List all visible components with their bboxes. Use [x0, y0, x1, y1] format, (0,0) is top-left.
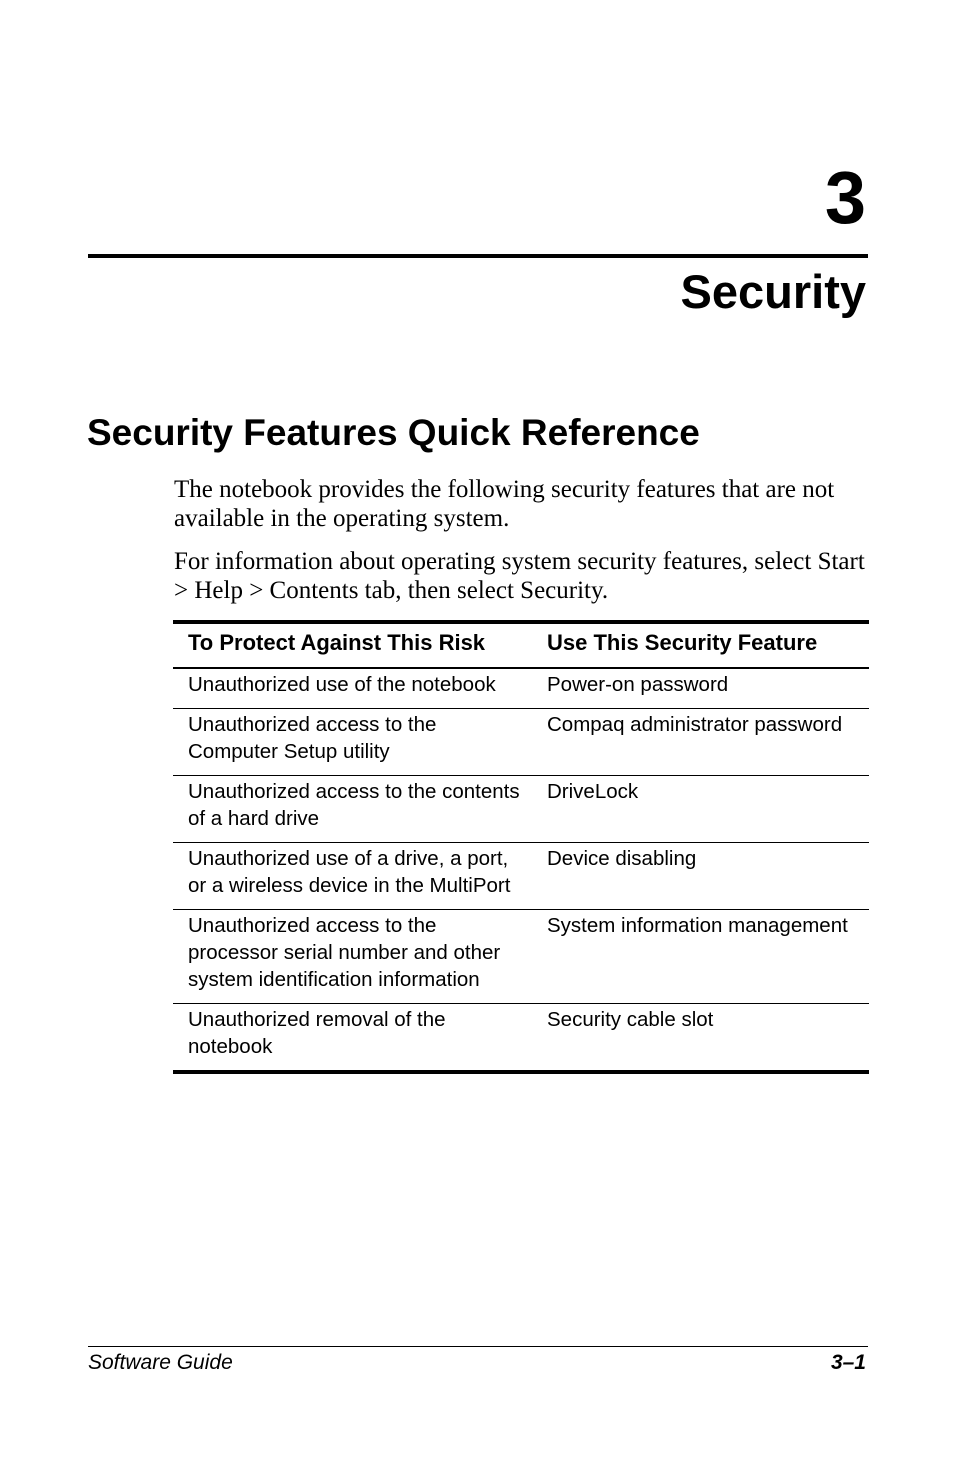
risk-cell: Unauthorized use of a drive, a port, or a wireless device in the MultiPort	[188, 847, 511, 897]
table-row	[173, 843, 869, 910]
table-row	[173, 1004, 869, 1073]
footer-page-number: 3–1	[830, 1351, 866, 1374]
risk-cell: Unauthorized removal of the notebook	[188, 1008, 446, 1058]
risk-cell: Unauthorized access to the Computer Setup utility	[188, 713, 437, 763]
feature-cell: System information management	[547, 914, 848, 937]
section-heading: Security Features Quick Reference	[87, 412, 700, 453]
risk-cell: Unauthorized access to the processor serial number and other system identification information	[188, 914, 501, 991]
chapter-title: Security	[680, 265, 866, 318]
table-header-row	[173, 622, 869, 668]
header-risk: To Protect Against This Risk	[188, 630, 486, 655]
header-feature: Use This Security Feature	[547, 630, 818, 655]
table-row	[173, 910, 869, 1004]
feature-cell: DriveLock	[547, 780, 639, 803]
table-row	[173, 776, 869, 843]
table-row	[173, 709, 869, 776]
risk-cell: Unauthorized use of the notebook	[188, 673, 496, 696]
chapter-number: 3	[824, 156, 866, 239]
security-reference-table	[173, 620, 869, 1074]
intro-paragraph: The notebook provides the following security features that are not available in the operating system.	[174, 476, 835, 532]
footer-rule	[88, 1346, 868, 1347]
footer-document-title: Software Guide	[88, 1351, 233, 1374]
feature-cell: Device disabling	[547, 847, 697, 870]
feature-cell: Power-on password	[547, 673, 729, 696]
feature-cell: Compaq administrator password	[547, 713, 843, 736]
info-paragraph: For information about operating system security features, select Start > Help > Contents tab, then select Security.	[174, 548, 865, 604]
table-row	[173, 668, 869, 709]
risk-cell: Unauthorized access to the contents of a hard drive	[188, 780, 520, 830]
chapter-rule	[88, 254, 868, 258]
feature-cell: Security cable slot	[547, 1008, 714, 1031]
